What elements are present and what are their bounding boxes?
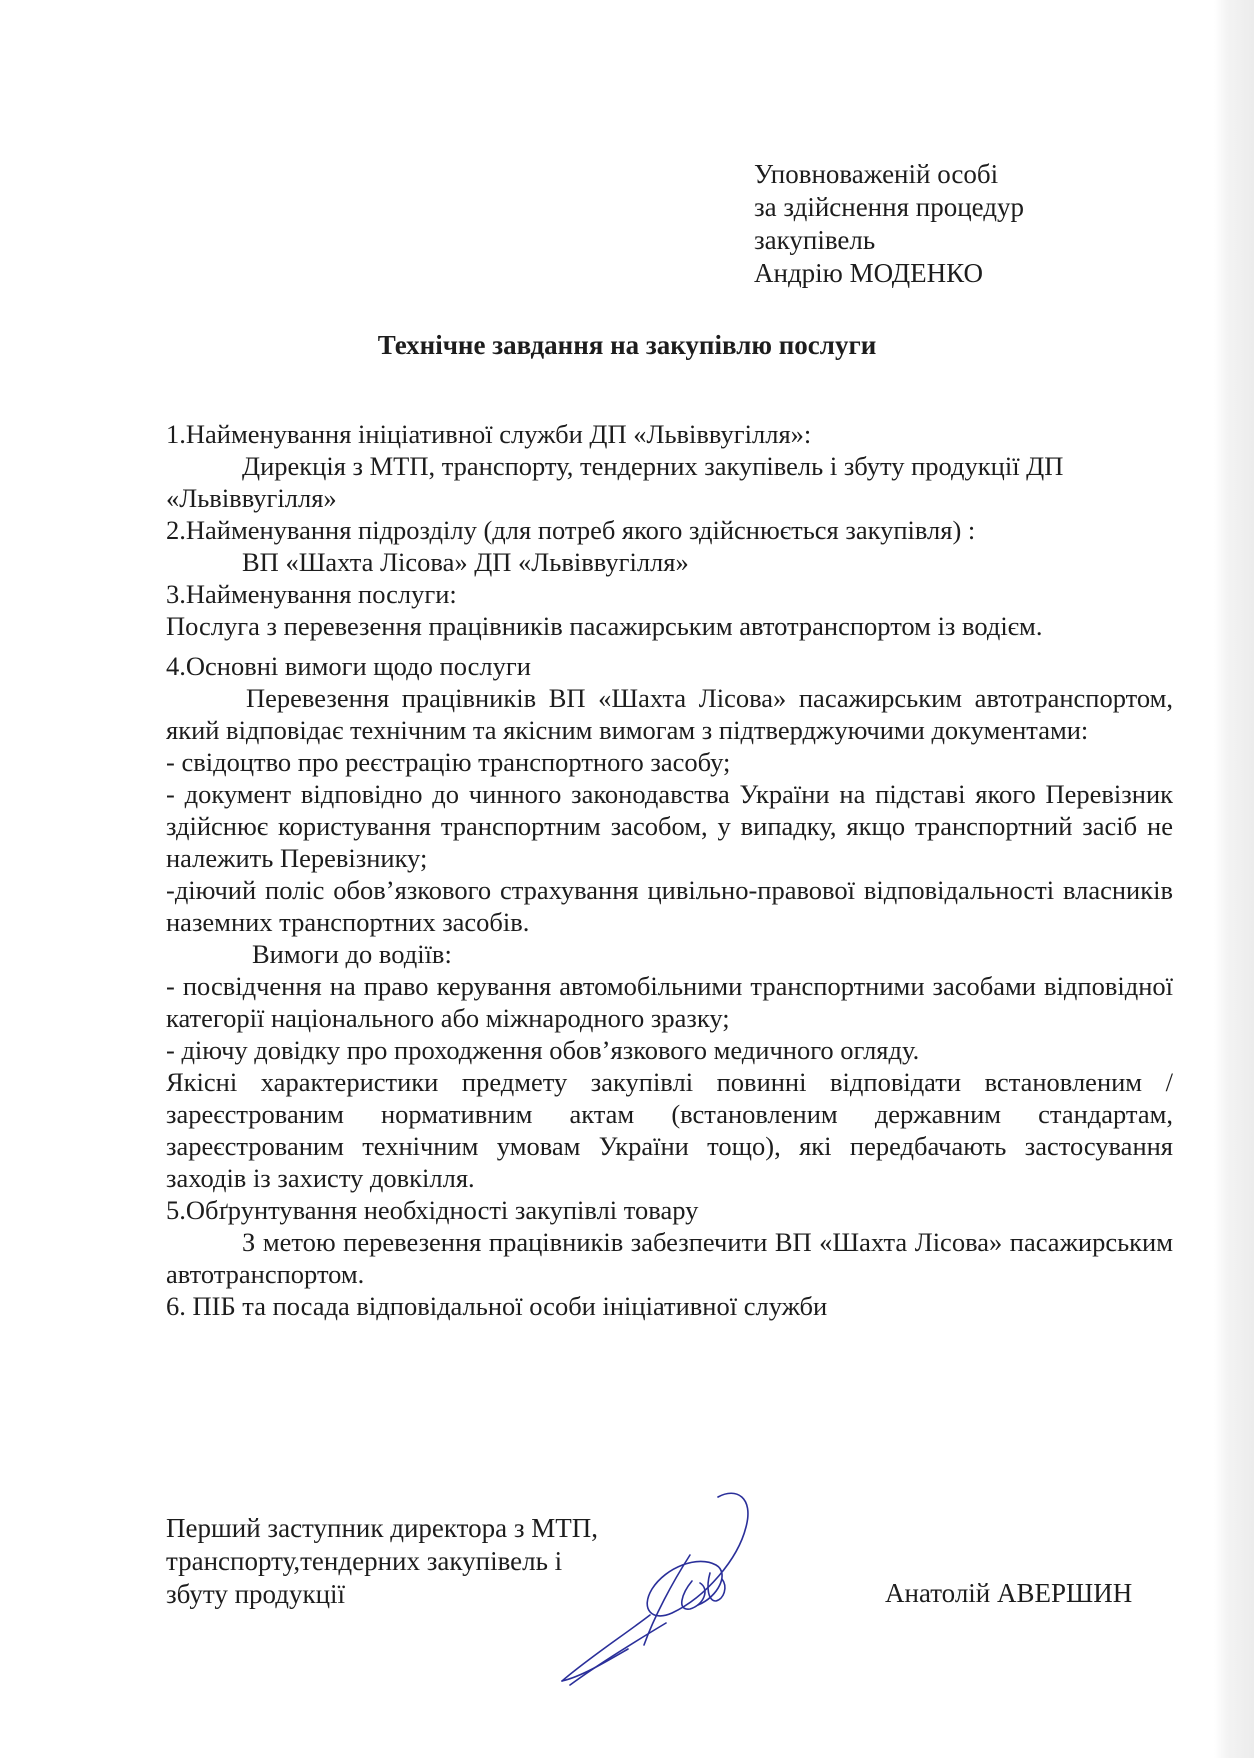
signer-name: Анатолій АВЕРШИН <box>885 1578 1133 1608</box>
signer-position-line: транспорту,тендерних закупівель і <box>166 1546 563 1576</box>
section-4-item: - свідоцтво про реєстрацію транспортного засобу; <box>166 747 731 777</box>
addressee-block <box>754 158 1024 290</box>
addressee-line: Уповноваженій особі <box>754 159 999 189</box>
section-4-item: - документ відповідно до чинного законодавства України на підставі якого Перевізник здійснює користування транспортним засобом, у випадку, якщо транспортний засіб не належить Перевізнику; <box>166 779 1173 873</box>
scan-edge-shadow <box>1214 0 1254 1758</box>
document-body <box>166 418 1173 1322</box>
addressee-line: закупівель <box>754 225 876 255</box>
section-6-heading: 6. ПІБ та посада відповідальної особи ініціативної служби <box>166 1291 828 1321</box>
section-5-heading: 5.Обґрунтування необхідності закупівлі товару <box>166 1195 699 1225</box>
driver-requirement: - діючу довідку про проходження обов’язкового медичного огляду. <box>166 1035 920 1065</box>
signer-position-line: Перший заступник директора з МТП, <box>166 1513 598 1543</box>
section-4-item: -діючий поліс обов’язкового страхування цивільно-правової відповідальності власників наземних транспортних засобів. <box>166 875 1173 937</box>
section-2-value: ВП «Шахта Лісова» ДП «Львіввугілля» <box>242 547 689 577</box>
signer-position-line: збуту продукції <box>166 1579 346 1609</box>
handwritten-signature <box>540 1485 820 1690</box>
section-5-value: З метою перевезення працівників забезпечити ВП «Шахта Лісова» пасажирським автотранспортом. <box>166 1227 1173 1289</box>
document-title: Технічне завдання на закупівлю послуги <box>377 330 877 360</box>
addressee-line: за здійснення процедур <box>754 192 1025 222</box>
section-4-heading: 4.Основні вимоги щодо послуги <box>166 651 531 681</box>
signer-position <box>166 1512 598 1611</box>
section-1-value: Дирекція з МТП, транспорту, тендерних закупівель і збуту продукції ДП «Львіввугілля» <box>166 451 1064 513</box>
section-2-heading: 2.Найменування підрозділу (для потреб якого здійснюється закупівля) : <box>166 515 976 545</box>
section-3-heading: 3.Найменування послуги: <box>166 579 457 609</box>
quality-requirements: Якісні характеристики предмету закупівлі повинні відповідати встановленим /зареєстрованим нормативним актам (встановленим державним стандартам, зареєстрованим технічним умовам України тощо), які передбачають застосування заходів із захисту довкілля. <box>166 1067 1173 1193</box>
section-3-value: Послуга з перевезення працівників пасажирським автотранспортом із водієм. <box>166 611 1043 641</box>
addressee-line: Андрію МОДЕНКО <box>754 258 984 288</box>
section-4-intro: Перевезення працівників ВП «Шахта Лісова» пасажирським автотранспортом, який відповідає технічним та якісним вимогам з підтверджуючими документами: <box>166 683 1173 745</box>
driver-requirement: - посвідчення на право керування автомобільними транспортними засобами відповідної категорії національного або міжнародного зразку; <box>166 971 1173 1033</box>
section-1-heading: 1.Найменування ініціативної служби ДП «Львіввугілля»: <box>166 419 812 449</box>
drivers-heading: Вимоги до водіїв: <box>252 939 452 969</box>
